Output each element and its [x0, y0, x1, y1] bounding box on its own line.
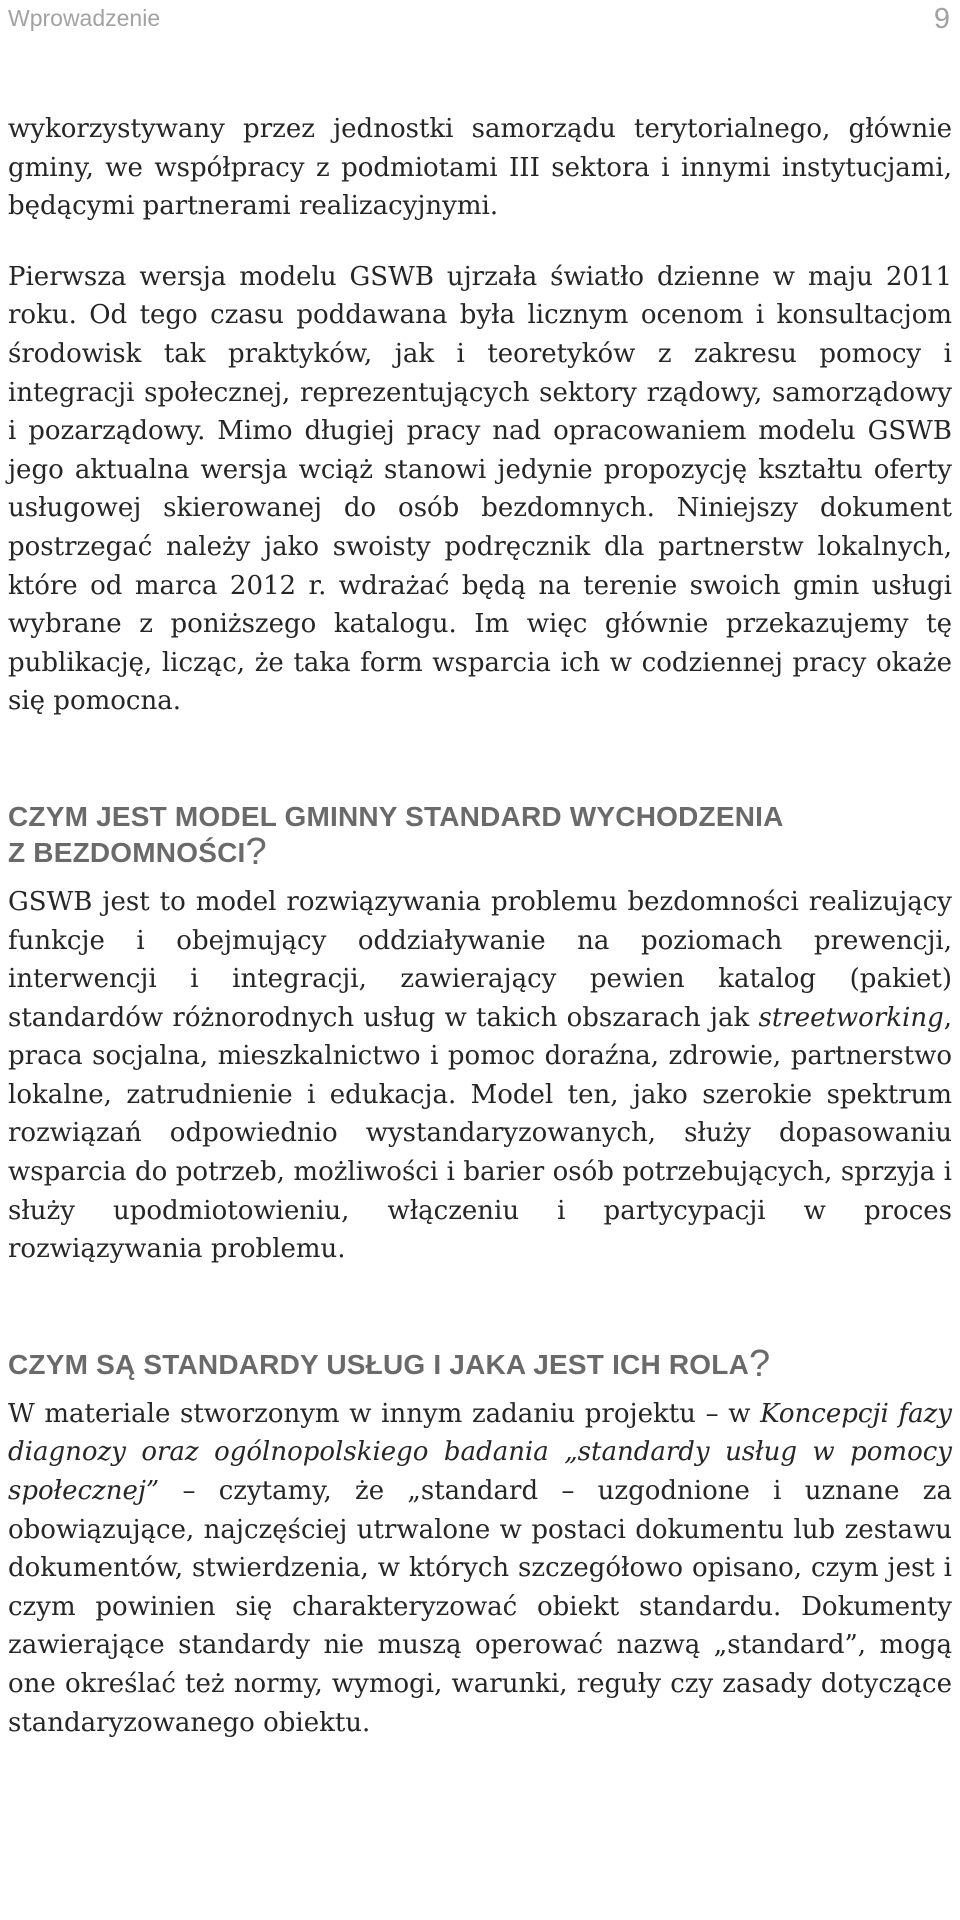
service-standards-text-part-2: – czytamy, że „standard – uzgodnione i uznane za obowiązujące, najczęściej utrwalone w postaci dokumentu lub zestawu dokumentów, stwierdzenia, w których szczegółowo opisano, czym jest i czym powinien się charakteryzować obiekt standardu. Dokumenty zawierające standardy nie muszą operować nazwą „standard”, mogą one określać też normy, wymogi, warunki, reguły czy zasady dotyczące standaryzowanego obiektu. — [8, 1476, 952, 1738]
document-body — [8, 110, 952, 1742]
section-heading-service-standards-question-mark: ? — [749, 1342, 771, 1385]
section-heading-service-standards-text: CZYM SĄ STANDARDY USŁUG I JAKA JEST ICH ROLA — [8, 1348, 749, 1380]
gswb-definition-text-part-2: , praca socjalna, mieszkalnictwo i pomoc doraźna, zdrowie, partnerstwo lokalne, zatrudnienie i edukacja. Model ten, jako szerokie spektrum rozwiązań odpowiednio wystandaryzowanych, służy dopasowaniu wsparcia do potrzeb, możliwości i barier osób potrzebujących, sprzyja i służy upodmiotowieniu, włączeniu i partycypacji w proces rozwiązywania problemu. — [8, 1002, 952, 1265]
section-heading-service-standards — [8, 1342, 952, 1385]
section-heading-gswb-model-text-2: Z BEZDOMNOŚCI — [8, 836, 246, 868]
page-number: 9 — [933, 3, 950, 35]
running-header — [8, 2, 952, 34]
service-standards-paragraph — [8, 1395, 952, 1742]
streetworking-term: streetworking — [758, 1002, 944, 1033]
intro-paragraph-gswb-history: Pierwsza wersja modelu GSWB ujrzała światło dzienne w maju 2011 roku. Od tego czasu poddawana była licznym ocenom i konsultacjom środowisk tak praktyków, jak i teoretyków z zakresu pomocy i integracji społecznej, reprezentujących sektory rządowy, samorządowy i pozarządowy. Mimo długiej pracy nad opracowaniem modelu GSWB jego aktualna wersja wciąż stanowi jedynie propozycję kształtu oferty usługowej skierowanej do osób bezdomnych. Niniejszy dokument postrzegać należy jako swoisty podręcznik dla partnerstw lokalnych, które od marca 2012 r. wdrażać będą na terenie swoich gmin usługi wybrane z poniższego katalogu. Im więc głównie przekazujemy tę publikację, licząc, że taka form wsparcia ich w codziennej pracy okaże się pomocna. — [8, 261, 952, 717]
section-heading-gswb-model-question-mark: ? — [245, 830, 267, 873]
section-heading-gswb-model-line-2 — [8, 830, 952, 873]
concept-document-title: Koncepcji fazy diagnozy oraz ogólnopolskiego badania „standardy usług w pomocy społecznej” — [8, 1398, 952, 1507]
gswb-definition-text-part-1: GSWB jest to model rozwiązywania problemu bezdomności realizujący funkcje i obejmujący oddziaływanie na poziomach prewencji, interwencji i integracji, zawierający pewien katalog (pakiet) standardów różnorodnych usług w takich obszarach jak — [8, 886, 952, 1033]
chapter-title: Wprowadzenie — [8, 5, 161, 31]
section-heading-gswb-model — [8, 799, 952, 871]
intro-paragraph-continuation: wykorzystywany przez jednostki samorządu terytorialnego, głównie gminy, we współpracy z podmiotami III sektora i innymi instytucjami, będącymi partnerami realizacyjnymi. — [8, 114, 952, 222]
service-standards-text-part-1: W materiale stworzonym w innym zadaniu projektu – w — [8, 1398, 761, 1429]
section-heading-gswb-model-line-1: CZYM JEST MODEL GMINNY STANDARD WYCHODZENIA — [8, 800, 784, 832]
gswb-definition-paragraph — [8, 883, 952, 1269]
